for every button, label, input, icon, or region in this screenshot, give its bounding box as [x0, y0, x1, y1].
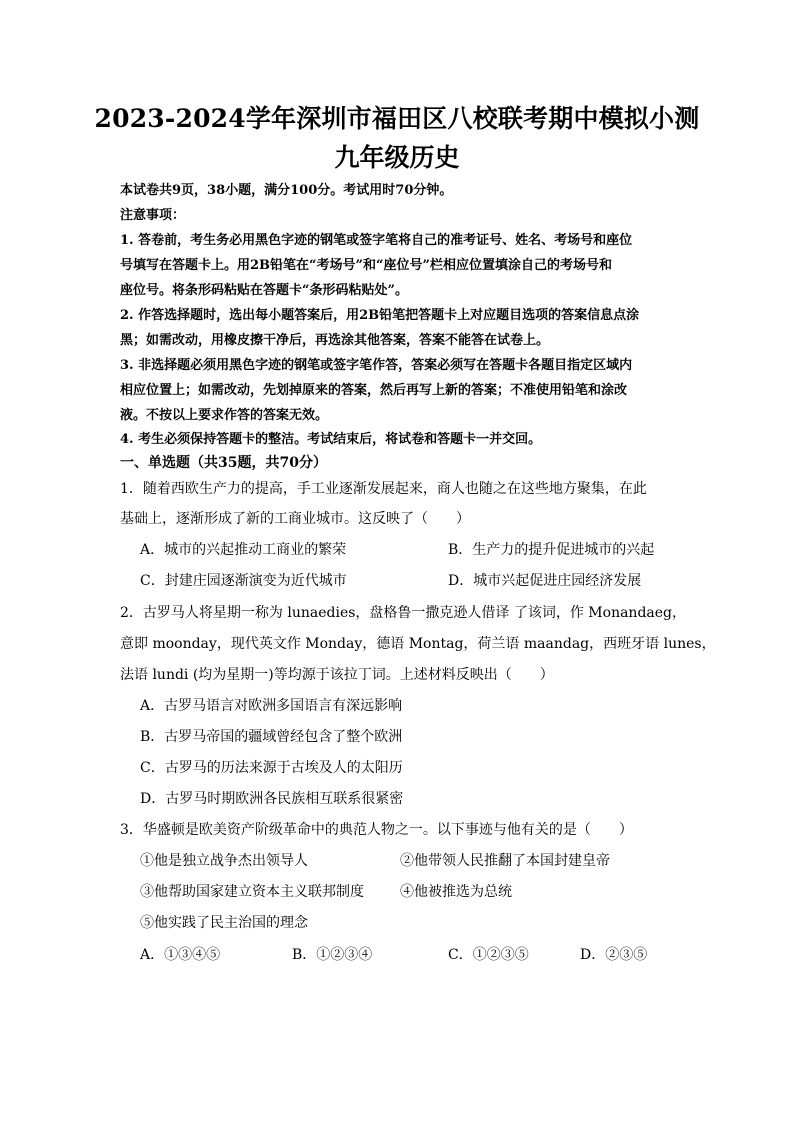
question-3-item: ①他是独立战争杰出领导人	[140, 853, 308, 869]
question-2-stem: 意即 moonday，现代英文作 Monday，德语 Montag，荷兰语 maandag，西班牙语 lunes，	[120, 636, 716, 652]
notice-line: 1. 答卷前，考生务必用黑色字迹的钢笔或签字笔将自己的准考证号、姓名、考场号和座位	[120, 233, 633, 248]
question-1-option-a: A．城市的兴起推动工商业的繁荣	[140, 542, 347, 558]
question-3-item: ④他被推选为总统	[400, 884, 512, 900]
exam-title: 2023-2024学年深圳市福田区八校联考期中模拟小测	[94, 104, 700, 133]
question-3-option-c: C．①②③⑤	[448, 947, 529, 963]
question-3-option-a: A．①③④⑤	[140, 947, 221, 963]
exam-info: 本试卷共9页，38小题，满分100分。考试用时70分钟。	[120, 183, 453, 198]
question-2-stem: 法语 lundi (均为星期一)等均源于该拉丁词。上述材料反映出（ ）	[120, 667, 554, 683]
question-2-option-c: C．古罗马的历法来源于古埃及人的太阳历	[140, 760, 403, 776]
question-3-item: ③他帮助国家建立资本主义联邦制度	[140, 884, 364, 900]
question-1-stem: 基础上，逐渐形成了新的工商业城市。这反映了（ ）	[120, 511, 470, 527]
question-1-option-b: B．生产力的提升促进城市的兴起	[448, 542, 655, 558]
question-1-option-c: C．封建庄园逐渐演变为近代城市	[140, 573, 347, 589]
notice-line: 2. 作答选择题时，选出每小题答案后，用2B铅笔把答题卡上对应题目选项的答案信息点涂	[120, 308, 640, 323]
notice-line: 黑；如需改动，用橡皮擦干净后，再选涂其他答案，答案不能答在试卷上。	[120, 333, 550, 348]
question-3-option-b: B．①②③④	[292, 947, 373, 963]
notice-heading: 注意事项：	[120, 208, 186, 223]
exam-subtitle: 九年级历史	[334, 143, 460, 172]
notice-line: 3. 非选择题必须用黑色字迹的钢笔或签字笔作答，答案必须写在答题卡各题目指定区域内	[120, 358, 633, 373]
notice-line: 座位号。将条形码粘贴在答题卡“条形码粘贴处”。	[120, 283, 408, 298]
question-2-option-d: D．古罗马时期欧洲各民族相互联系很紧密	[140, 791, 404, 807]
question-2-stem: 2．古罗马人将星期一称为 lunaedies，盘格鲁一撒克逊人借译 了该词，作 Monandaeg，	[120, 605, 687, 621]
section-title: 一、单选题（共35题，共70分）	[120, 455, 327, 471]
question-3-option-d: D．②③⑤	[580, 947, 648, 963]
notice-line: 液。不按以上要求作答的答案无效。	[120, 408, 329, 423]
question-3-item: ⑤他实践了民主治国的理念	[140, 915, 308, 931]
question-3-item: ②他带领人民推翻了本国封建皇帝	[400, 853, 610, 869]
question-3-stem: 3．华盛顿是欧美资产阶级革命中的典范人物之一。以下事迹与他有关的是（ ）	[120, 822, 633, 838]
question-1-stem: 1．随着西欧生产力的提高，手工业逐渐发展起来，商人也随之在这些地方聚集，在此	[120, 481, 647, 497]
notice-line: 4. 考生必须保持答题卡的整洁。考试结束后，将试卷和答题卡一并交回。	[120, 432, 542, 447]
question-2-option-a: A．古罗马语言对欧洲多国语言有深远影响	[140, 698, 403, 714]
question-2-option-b: B．古罗马帝国的疆域曾经包含了整个欧洲	[140, 729, 403, 745]
question-1-option-d: D．城市兴起促进庄园经济发展	[448, 573, 642, 589]
notice-line: 相应位置上；如需改动，先划掉原来的答案，然后再写上新的答案；不准使用铅笔和涂改	[120, 383, 628, 398]
notice-line: 号填写在答题卡上。用2B铅笔在“考场号”和“座位号”栏相应位置填涂自己的考场号和	[120, 258, 612, 273]
